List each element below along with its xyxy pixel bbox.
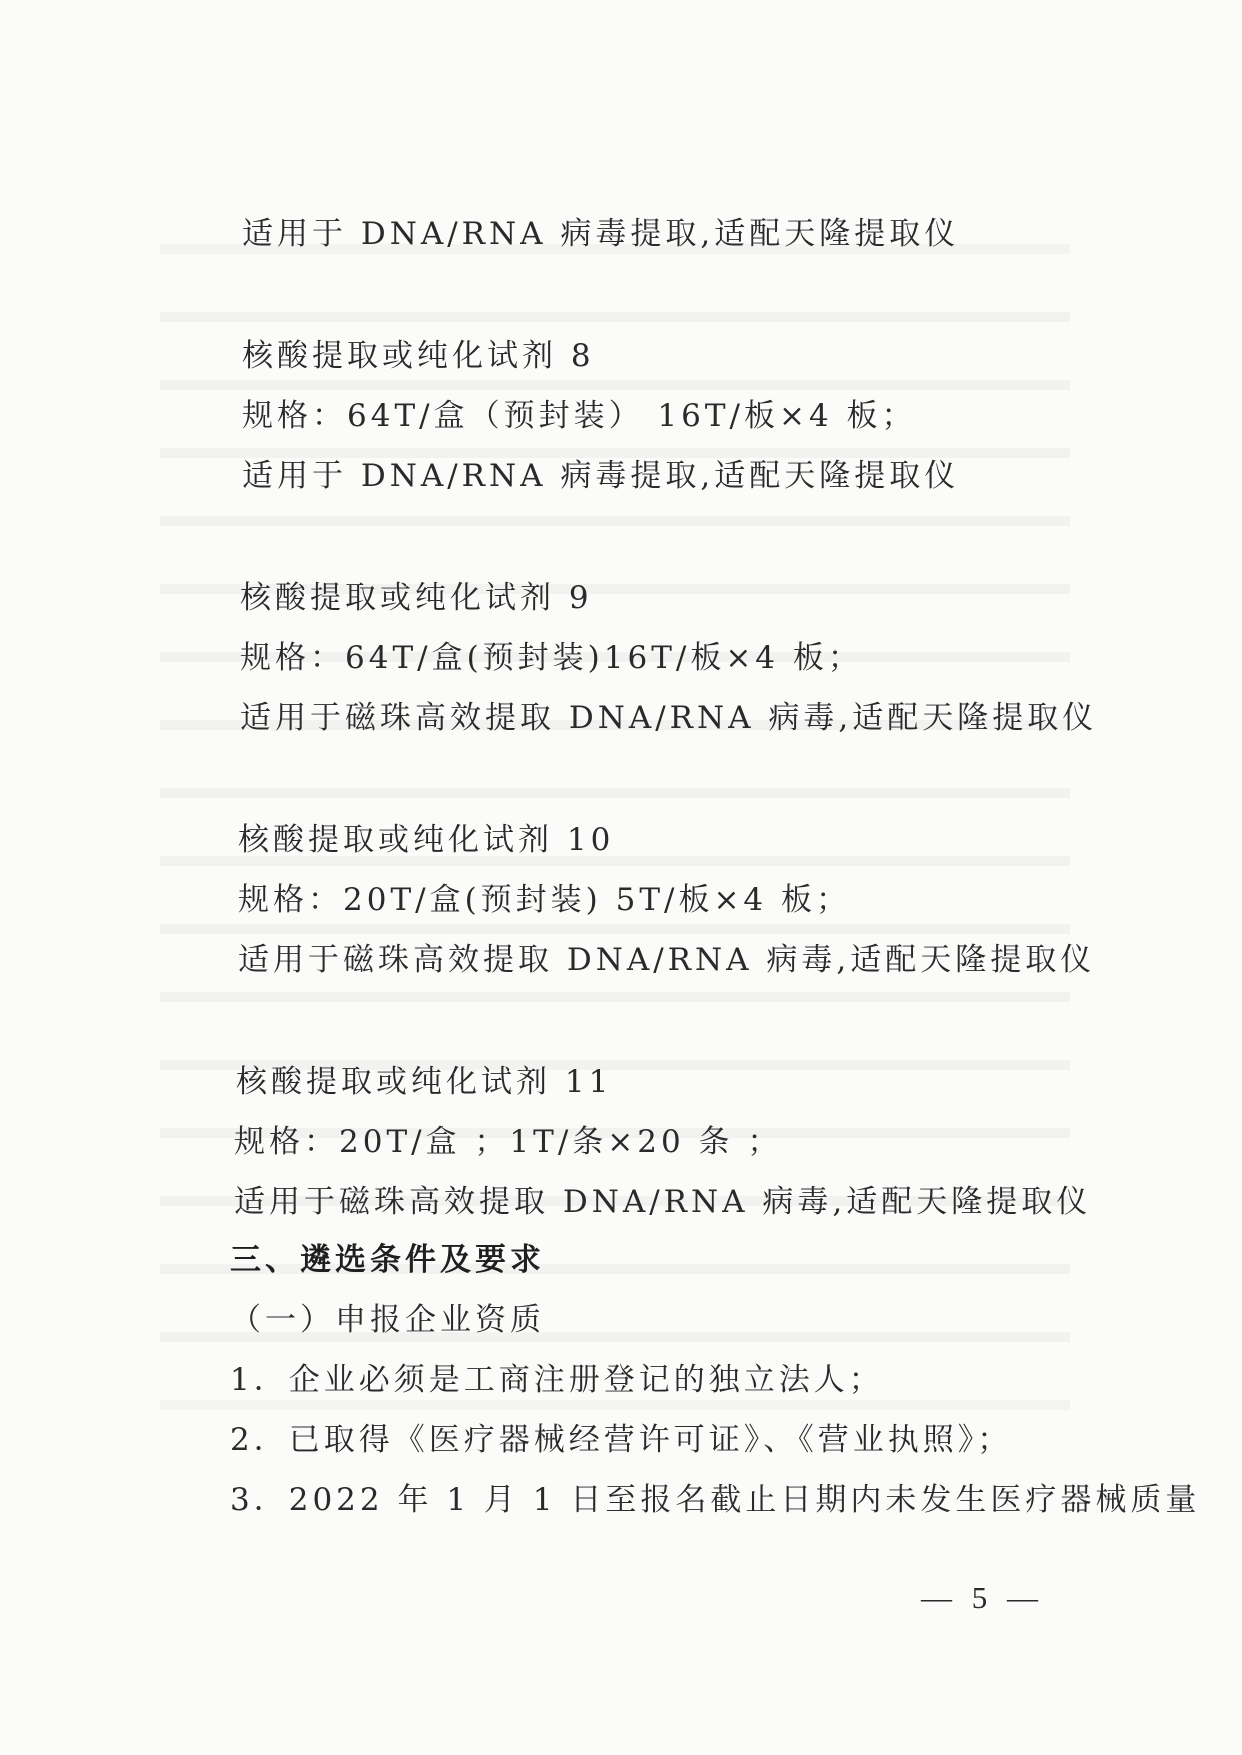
item-spec: 规格：20T/盒(预封装) 5T/板×4 板；	[238, 882, 852, 918]
requirement-item: 2．已取得《医疗器械经营许可证》、《营业执照》；	[230, 1422, 1013, 1458]
item-usage: 适用于 DNA/RNA 病毒提取,适配天隆提取仪	[242, 458, 960, 494]
item-usage: 适用于磁珠高效提取 DNA/RNA 病毒,适配天隆提取仪	[238, 942, 1096, 978]
item-title: 核酸提取或纯化试剂 10	[238, 822, 615, 858]
section-heading: 三、遴选条件及要求	[230, 1242, 545, 1278]
item-usage: 适用于磁珠高效提取 DNA/RNA 病毒,适配天隆提取仪	[234, 1184, 1092, 1220]
item-spec: 规格：20T/盒 ；1T/条×20 条 ；	[234, 1124, 783, 1160]
subsection-heading: （一）申报企业资质	[230, 1302, 545, 1338]
page-number: — 5 —	[921, 1580, 1044, 1615]
item-title: 核酸提取或纯化试剂 11	[236, 1064, 613, 1100]
item-title: 核酸提取或纯化试剂 9	[240, 580, 593, 616]
text-line: 适用于 DNA/RNA 病毒提取,适配天隆提取仪	[242, 216, 960, 252]
item-spec: 规格：64T/盒(预封装)16T/板×4 板；	[240, 640, 863, 676]
item-usage: 适用于磁珠高效提取 DNA/RNA 病毒,适配天隆提取仪	[240, 700, 1098, 736]
item-spec: 规格：64T/盒（预封装） 16T/板×4 板；	[242, 398, 917, 434]
item-title: 核酸提取或纯化试剂 8	[242, 338, 595, 374]
requirement-item: 1．企业必须是工商注册登记的独立法人；	[230, 1362, 884, 1398]
requirement-item: 3．2022 年 1 月 1 日至报名截止日期内未发生医疗器械质量	[230, 1482, 1201, 1518]
